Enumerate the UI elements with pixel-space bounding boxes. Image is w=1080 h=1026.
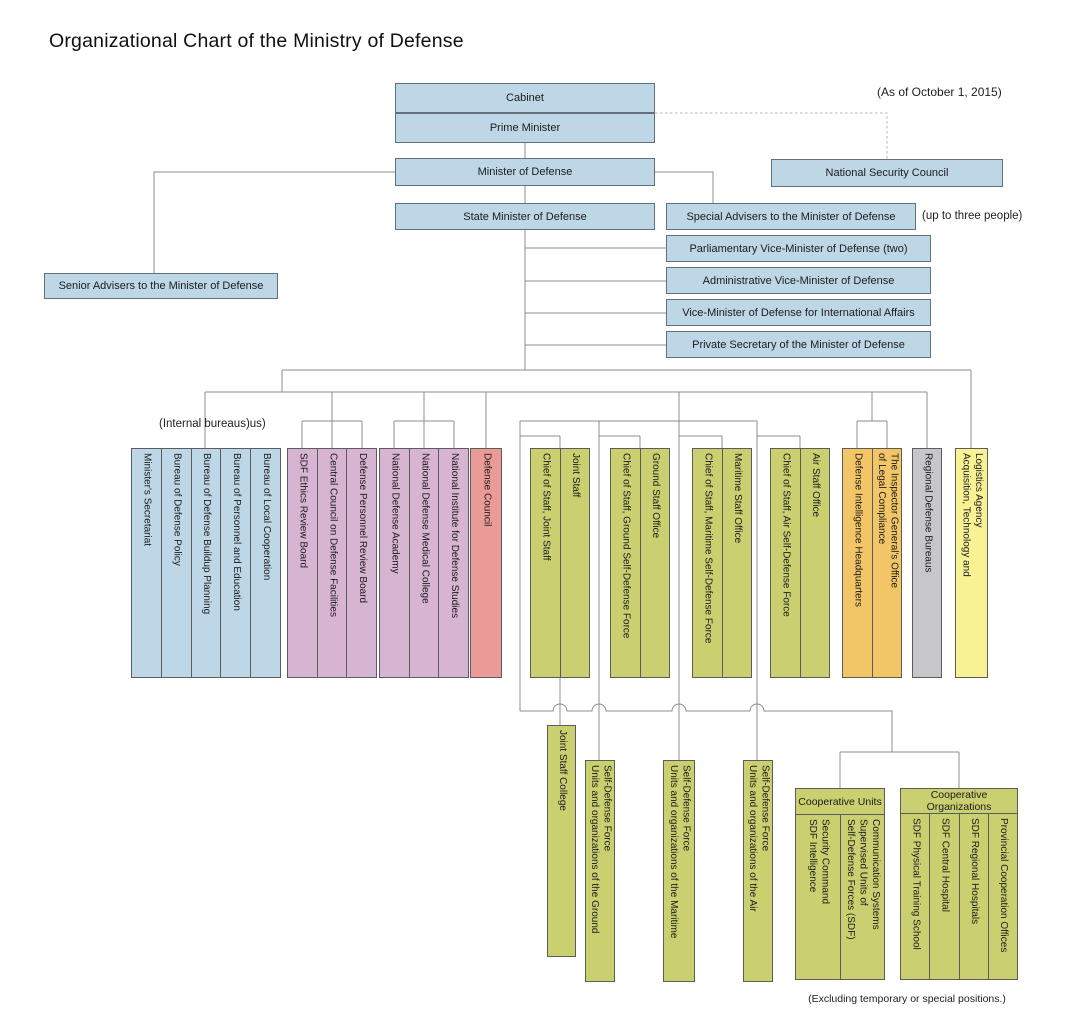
- vertical-label: Self-Defense Force: [680, 765, 692, 852]
- as-of-note: (As of October 1, 2015): [877, 85, 1002, 99]
- vertical-label: Logistics Agency: [973, 453, 984, 528]
- sdf-intelligence-security-command-box: [796, 815, 840, 979]
- vertical-label: Chief of Staff, Air Self-Defense Force: [780, 453, 792, 617]
- vertical-label: National Defense Medical College: [419, 453, 431, 604]
- national-defense-medical-college-box: [409, 449, 439, 677]
- defense-personnel-review-board-box: [346, 449, 376, 677]
- cabinet-box: [395, 83, 655, 113]
- vertical-label: Defense Personnel Review Board: [356, 453, 368, 604]
- cooperative-organizations-group: [900, 788, 1018, 980]
- administrative-vice-minister-box-label: Administrative Vice-Minister of Defense: [702, 274, 895, 287]
- senior-advisers-box-label: Senior Advisers to the Minister of Defense: [58, 280, 264, 292]
- atla-box: [955, 448, 988, 678]
- vertical-label: Defense Council: [481, 453, 493, 527]
- sdf-supervised-communication-units-box: [840, 815, 885, 979]
- state-minister-box: [395, 203, 655, 230]
- vertical-label: SDF Central Hospital: [939, 818, 951, 912]
- vertical-label: Self-Defense Force: [601, 765, 613, 852]
- senior-advisers-box: [44, 273, 278, 299]
- vertical-label: Chief of Staff, Ground Self-Defense Force: [620, 453, 632, 639]
- chief-maritime-sdf-box: [693, 449, 722, 677]
- sdf-central-hospital-box: [929, 814, 958, 979]
- state-minister-box-label: State Minister of Defense: [463, 210, 587, 223]
- ministers-secretariat-box: [132, 449, 161, 677]
- defense-intelligence-hq-box: [843, 449, 872, 677]
- vertical-label: Regional Defense Bureaus: [922, 453, 934, 573]
- vertical-label: SDF Ethics Review Board: [297, 453, 309, 569]
- dashed-connector: [655, 113, 887, 159]
- ground-staff-pair: [610, 448, 670, 678]
- up-to-three-people-note: (up to three people): [922, 210, 1023, 222]
- cabinet-box-label: Cabinet: [506, 92, 544, 104]
- minister-of-defense-box: [395, 158, 655, 186]
- vertical-label: Bureau of Defense Policy: [171, 453, 183, 566]
- ground-staff-office-box: [640, 449, 670, 677]
- minister-of-defense-box-label: Minister of Defense: [477, 166, 573, 178]
- vertical-label: Ground Staff Office: [650, 453, 661, 539]
- inspector-general-office-box: [872, 449, 902, 677]
- provincial-cooperation-offices-box: [988, 814, 1017, 979]
- air-units-cell: [744, 761, 772, 981]
- vertical-label: Security Command: [819, 819, 831, 905]
- maritime-staff-pair: [692, 448, 752, 678]
- vice-minister-international-box: [666, 299, 931, 326]
- vertical-label: Self-Defense Forces (SDF): [845, 819, 856, 940]
- vertical-label: Units and organizations of the Air: [747, 765, 758, 912]
- defense-council-cell: [471, 449, 501, 677]
- vertical-label: Bureau of Defense Buildup Planning: [201, 453, 213, 615]
- joint-staff-college-box: [547, 725, 576, 957]
- prime-minister-box: [395, 113, 655, 143]
- vertical-label: Maritime Staff Office: [732, 453, 743, 544]
- bureau-local-cooperation-box: [250, 449, 280, 677]
- sdf-regional-hospitals-box: [959, 814, 988, 979]
- cooperative-units-group-body: [796, 815, 884, 979]
- vertical-label: Minister's Secretariat: [141, 453, 153, 547]
- vertical-label: Acquisition, Technology and: [960, 453, 972, 577]
- national-defense-academy-box: [380, 449, 409, 677]
- national-institute-defense-studies-box: [438, 449, 468, 677]
- ground-units-box: [585, 760, 615, 982]
- private-secretary-box: [666, 331, 931, 358]
- bureau-buildup-planning-box: [191, 449, 221, 677]
- boards-group: [287, 448, 377, 678]
- vertical-label: Defense Intelligence Headquarters: [852, 453, 864, 607]
- vertical-label: SDF Physical Training School: [910, 818, 922, 950]
- prime-minister-box-label: Prime Minister: [489, 122, 561, 134]
- vertical-label: Joint Staff: [570, 453, 581, 498]
- cooperative-organizations-group-header-label: Cooperative Organizations: [926, 789, 992, 813]
- vertical-label: Supervised Units of: [857, 819, 869, 906]
- central-council-facilities-box: [317, 449, 347, 677]
- national-security-council-box-label: National Security Council: [825, 167, 949, 179]
- vertical-label: Chief of Staff, Joint Staff: [540, 453, 552, 561]
- national-security-council-box: [771, 159, 1003, 187]
- sdf-physical-training-school-box: [901, 814, 929, 979]
- defense-council-box: [470, 448, 502, 678]
- air-staff-office-box: [800, 449, 830, 677]
- joint-staff-college-cell: [548, 726, 575, 956]
- vertical-label: National Defense Academy: [389, 453, 401, 574]
- vertical-label: Communication Systems: [870, 819, 881, 930]
- maritime-staff-office-box: [722, 449, 752, 677]
- vertical-label: Units and organizations of the Ground: [589, 765, 600, 934]
- sdf-ethics-review-board-box: [288, 449, 317, 677]
- joint-staff-box: [560, 449, 590, 677]
- parliamentary-vice-minister-box-label: Parliamentary Vice-Minister of Defense (two): [689, 242, 908, 255]
- vertical-label: Joint Staff College: [556, 730, 568, 811]
- parliamentary-vice-minister-box: [666, 235, 931, 262]
- cooperative-units-group-header: [796, 789, 884, 815]
- joint-staff-pair: [530, 448, 590, 678]
- special-advisers-box: [666, 203, 916, 230]
- cooperative-units-group-header-label: Cooperative Units: [798, 795, 882, 808]
- vice-minister-international-box-label: Vice-Minister of Defense for International Affairs: [682, 306, 915, 319]
- cooperative-organizations-group-header: [901, 789, 1017, 814]
- bureau-defense-policy-box: [161, 449, 191, 677]
- administrative-vice-minister-box: [666, 267, 931, 294]
- connector: [655, 172, 713, 203]
- vertical-label: Air Staff Office: [810, 453, 821, 518]
- footnote: (Excluding temporary or special positions.): [808, 993, 1006, 1005]
- chief-joint-staff-box: [531, 449, 560, 677]
- vertical-label: Bureau of Personnel and Education: [231, 453, 243, 611]
- vertical-label: National Institute for Defense Studies: [448, 453, 460, 619]
- chief-air-sdf-box: [771, 449, 800, 677]
- vertical-label: The Inspector General's Office: [888, 453, 900, 589]
- vertical-label: Provincial Cooperation Offices: [998, 818, 1010, 953]
- vertical-label: Bureau of Local Cooperation: [260, 453, 272, 581]
- bureau-personnel-education-box: [220, 449, 250, 677]
- intelligence-group: [842, 448, 902, 678]
- connector: [154, 172, 395, 273]
- institutions-group: [379, 448, 469, 678]
- chief-ground-sdf-box: [611, 449, 640, 677]
- vertical-label: SDF Regional Hospitals: [968, 818, 980, 925]
- maritime-units-cell: [664, 761, 694, 981]
- cooperative-organizations-group-body: [901, 814, 1017, 979]
- vertical-label: Central Council on Defense Facilities: [327, 453, 339, 617]
- special-advisers-box-label: Special Advisers to the Minister of Defense: [686, 210, 896, 223]
- vertical-label: of Legal Compliance: [875, 453, 887, 545]
- vertical-label: Chief of Staff, Maritime Self-Defense Force: [702, 453, 714, 644]
- page-title: Organizational Chart of the Ministry of Defense: [49, 30, 464, 52]
- private-secretary-box-label: Private Secretary of the Minister of Defense: [692, 338, 905, 351]
- air-units-box: [743, 760, 773, 982]
- vertical-label: Units and organizations of the Maritime: [668, 765, 679, 939]
- air-staff-pair: [770, 448, 830, 678]
- ground-units-cell: [586, 761, 614, 981]
- vertical-label: Self-Defense Force: [759, 765, 771, 852]
- regional-defense-bureaus-box: [912, 448, 942, 678]
- regional-defense-bureaus-cell: [913, 449, 941, 677]
- maritime-units-box: [663, 760, 695, 982]
- internal-bureaus-note: (Internal bureaus)us): [159, 418, 266, 430]
- internal-bureaus-group: [131, 448, 281, 678]
- vertical-label: SDF Intelligence: [806, 819, 818, 893]
- atla-cell: [956, 449, 987, 677]
- cooperative-units-group: [795, 788, 885, 980]
